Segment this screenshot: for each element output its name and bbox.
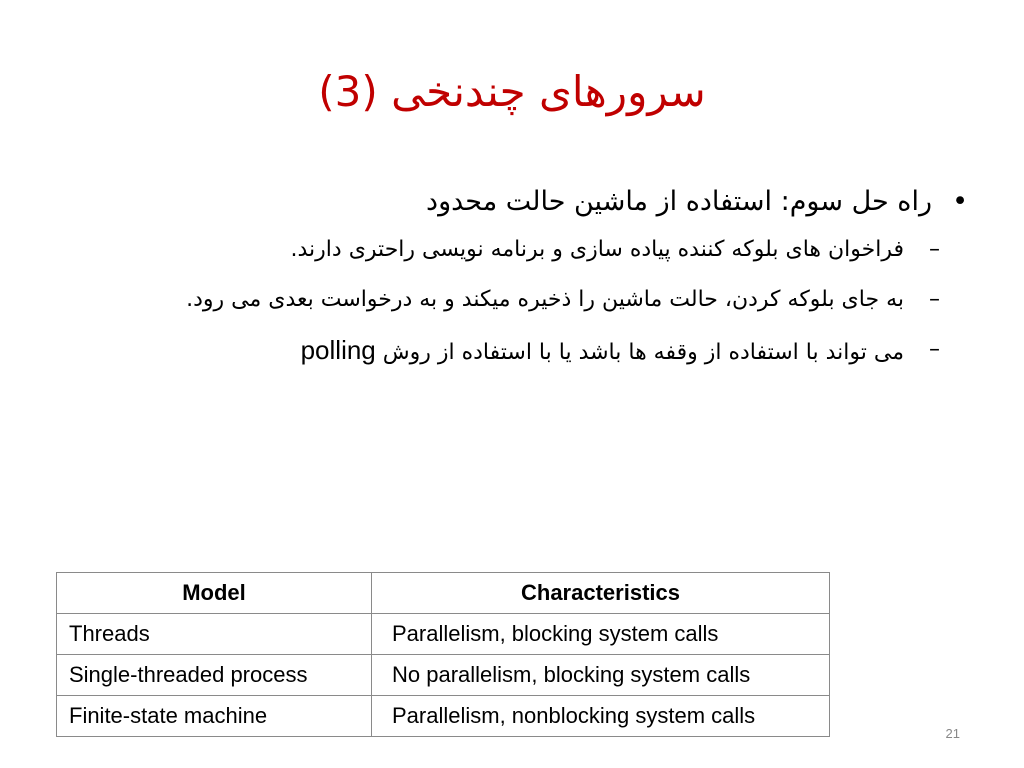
- dash-icon: –: [929, 287, 940, 312]
- cell-model: Single-threaded process: [57, 655, 372, 696]
- header-model: Model: [57, 573, 372, 614]
- model-table: [56, 572, 830, 737]
- dash-icon: –: [929, 237, 940, 262]
- dash-icon: –: [929, 337, 940, 362]
- bullet-main: [56, 182, 968, 222]
- sub-bullet-1-text: فراخوان های بلوکه کننده پیاده سازی و برنامه نویسی راحتری دارند.: [290, 237, 904, 262]
- polling-term: polling: [300, 335, 376, 365]
- cell-characteristics: Parallelism, nonblocking system calls: [372, 696, 830, 737]
- bullet-main-text: راه حل سوم: استفاده از ماشین حالت محدود: [426, 186, 932, 217]
- table-row: [57, 696, 830, 737]
- sub-bullet-2-text: به جای بلوکه کردن، حالت ماشین را ذخیره میکند و به درخواست بعدی می رود.: [186, 287, 904, 312]
- cell-model: Finite-state machine: [57, 696, 372, 737]
- sub-bullet-1: [56, 232, 968, 268]
- cell-model: Threads: [57, 614, 372, 655]
- cell-characteristics: No parallelism, blocking system calls: [372, 655, 830, 696]
- slide-title: سرورهای چندنخی (3): [318, 67, 706, 116]
- table-row: [57, 614, 830, 655]
- sub-bullet-3-text: می تواند با استفاده از وقفه ها باشد یا با استفاده از روش: [382, 340, 904, 365]
- bullet-list: [56, 182, 968, 385]
- sub-bullet-3: [56, 332, 968, 371]
- header-characteristics: Characteristics: [372, 573, 830, 614]
- cell-characteristics: Parallelism, blocking system calls: [372, 614, 830, 655]
- bullet-dot-icon: •: [952, 186, 968, 217]
- page-number: 21: [945, 726, 960, 741]
- table-row: [57, 655, 830, 696]
- table-header-row: [57, 573, 830, 614]
- sub-bullet-2: [56, 282, 968, 318]
